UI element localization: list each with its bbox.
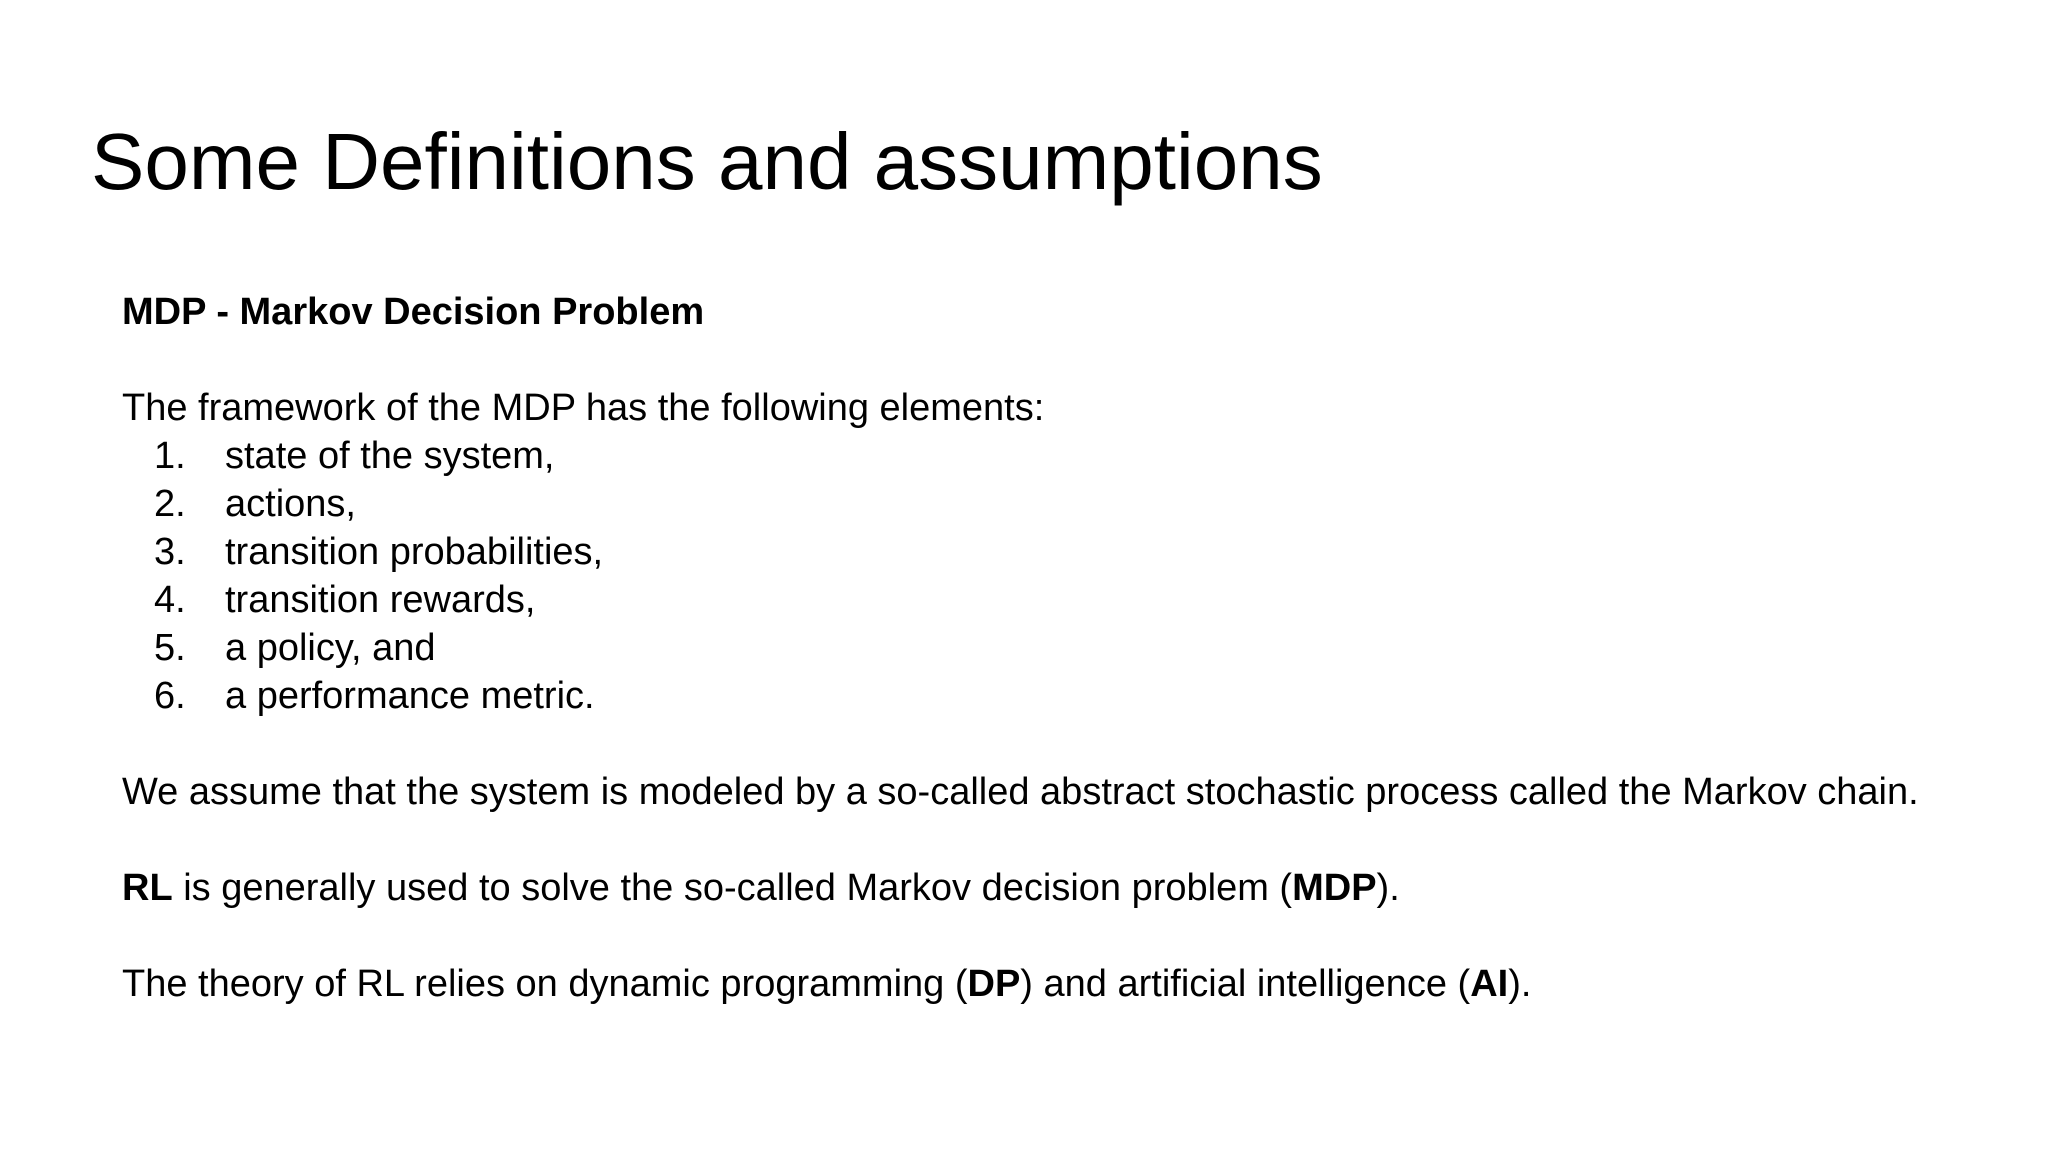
theory-sentence-end: ). (1508, 963, 1532, 1005)
list-item-number: 5. (154, 627, 186, 669)
theory-sentence (122, 960, 1922, 1008)
rl-sentence (122, 864, 1922, 912)
assumption-text: We assume that the system is modeled by a so-called abstract stochastic process called the Markov chain. (122, 771, 1919, 813)
slide-body (122, 288, 1922, 1008)
list-item (122, 624, 1922, 672)
mdp-term: MDP (1292, 867, 1377, 909)
list-item-text: transition rewards, (225, 579, 536, 621)
rl-term: RL (122, 867, 173, 909)
dp-term: DP (967, 963, 1021, 1005)
list-item (122, 576, 1922, 624)
list-item-number: 1. (154, 435, 186, 477)
list-item-text: a policy, and (225, 627, 436, 669)
rl-sentence-middle: is generally used to solve the so-called Markov decision problem ( (172, 867, 1293, 909)
list-item-text: a performance metric. (225, 675, 595, 717)
list-item (122, 672, 1922, 720)
theory-sentence-middle: ) and artificial intelligence ( (1020, 963, 1471, 1005)
mdp-elements-list (122, 432, 1922, 720)
list-item-number: 2. (154, 483, 186, 525)
theory-sentence-start: The theory of RL relies on dynamic programming ( (122, 963, 968, 1005)
rl-sentence-end: ). (1376, 867, 1400, 909)
intro-text: The framework of the MDP has the following elements: (122, 387, 1045, 429)
list-item (122, 432, 1922, 480)
list-item (122, 528, 1922, 576)
list-item-text: state of the system, (225, 435, 555, 477)
slide-title: Some Definitions and assumptions (91, 117, 1323, 206)
list-item-text: transition probabilities, (225, 531, 604, 573)
ai-term: AI (1470, 963, 1509, 1005)
list-item (122, 480, 1922, 528)
list-item-text: actions, (225, 483, 356, 525)
list-item-number: 6. (154, 675, 186, 717)
slide-subtitle: MDP - Markov Decision Problem (122, 291, 705, 333)
list-item-number: 3. (154, 531, 186, 573)
list-item-number: 4. (154, 579, 186, 621)
